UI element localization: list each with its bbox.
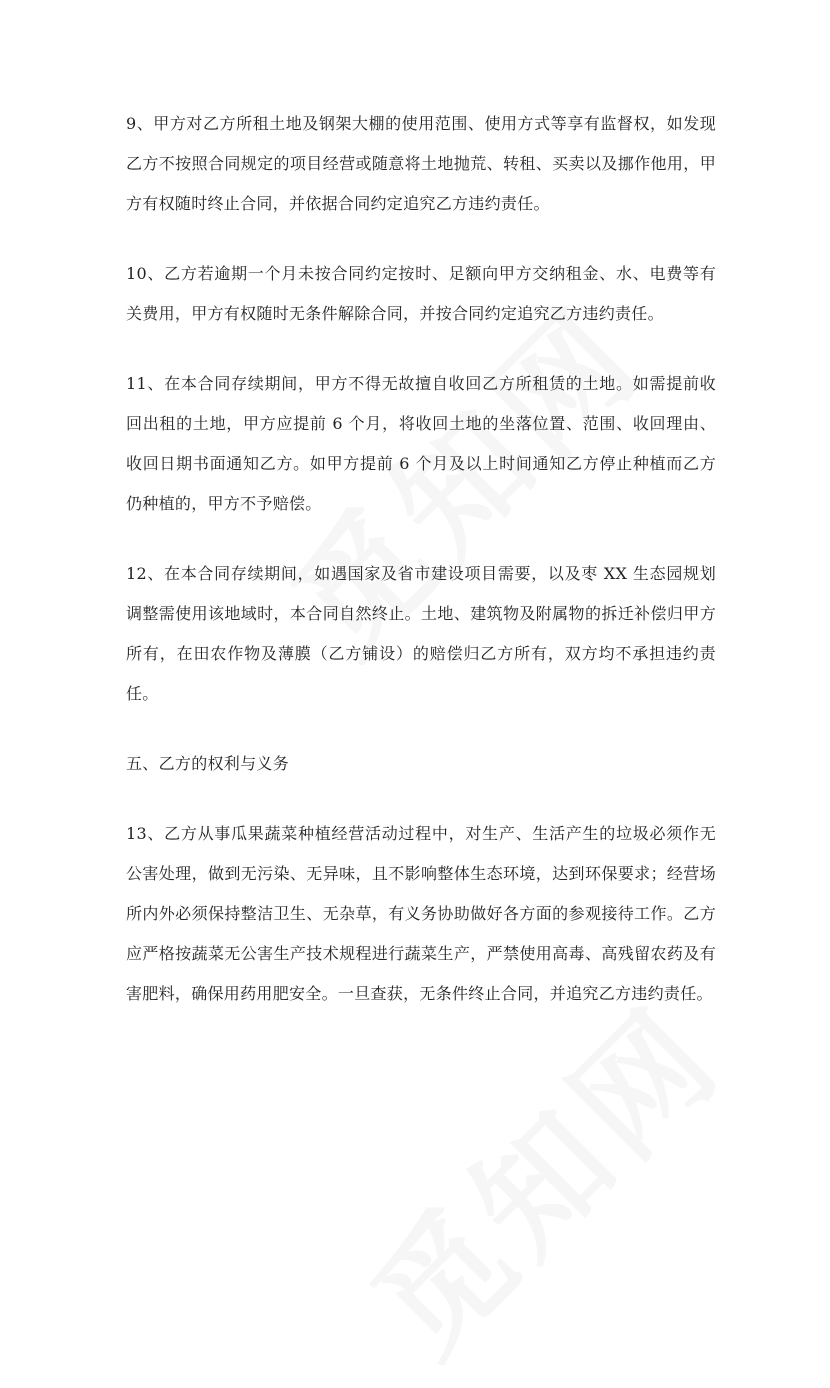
clause-10: 10、乙方若逾期一个月未按合同约定按时、足额向甲方交纳租金、水、电费等有关费用，甲方有权随时无条件解除合同，并按合同约定追究乙方违约责任。 — [126, 264, 716, 323]
clause-11: 11、在本合同存续期间，甲方不得无故擅自收回乙方所租赁的土地。如需提前收回出租的土地，甲方应提前 6 个月，将收回土地的坐落位置、范围、收回理由、收回日期书面通知乙方。如甲方提前 6 个月及以上时间通知乙方停止种植而乙方仍种植的，甲方不予赔偿。 — [126, 374, 716, 513]
clause-12: 12、在本合同存续期间，如遇国家及省市建设项目需要，以及枣 XX 生态园规划调整需使用该地域时，本合同自然终止。土地、建筑物及附属物的拆迁补偿归甲方所有，在田农作物及薄膜（乙方铺设）的赔偿归乙方所有，双方均不承担违约责任。 — [126, 564, 716, 703]
clause-9: 9、甲方对乙方所租土地及钢架大棚的使用范围、使用方式等享有监督权，如发现乙方不按照合同规定的项目经营或随意将土地抛荒、转租、买卖以及挪作他用，甲方有权随时终止合同，并依据合同约定追究乙方违约责任。 — [126, 114, 716, 213]
clause-13: 13、乙方从事瓜果蔬菜种植经营活动过程中，对生产、生活产生的垃圾必须作无公害处理，做到无污染、无异味，且不影响整体生态环境，达到环保要求；经营场所内外必须保持整洁卫生、无杂草，有义务协助做好各方面的参观接待工作。乙方应严格按蔬菜无公害生产技术规程进行蔬菜生产，严禁使用高毒、高残留农药及有害肥料，确保用药用肥安全。一旦查获，无条件终止合同，并追究乙方违约责任。 — [126, 824, 716, 1003]
document-body — [126, 104, 716, 1044]
section-heading: 五、乙方的权利与义务 — [126, 754, 290, 773]
